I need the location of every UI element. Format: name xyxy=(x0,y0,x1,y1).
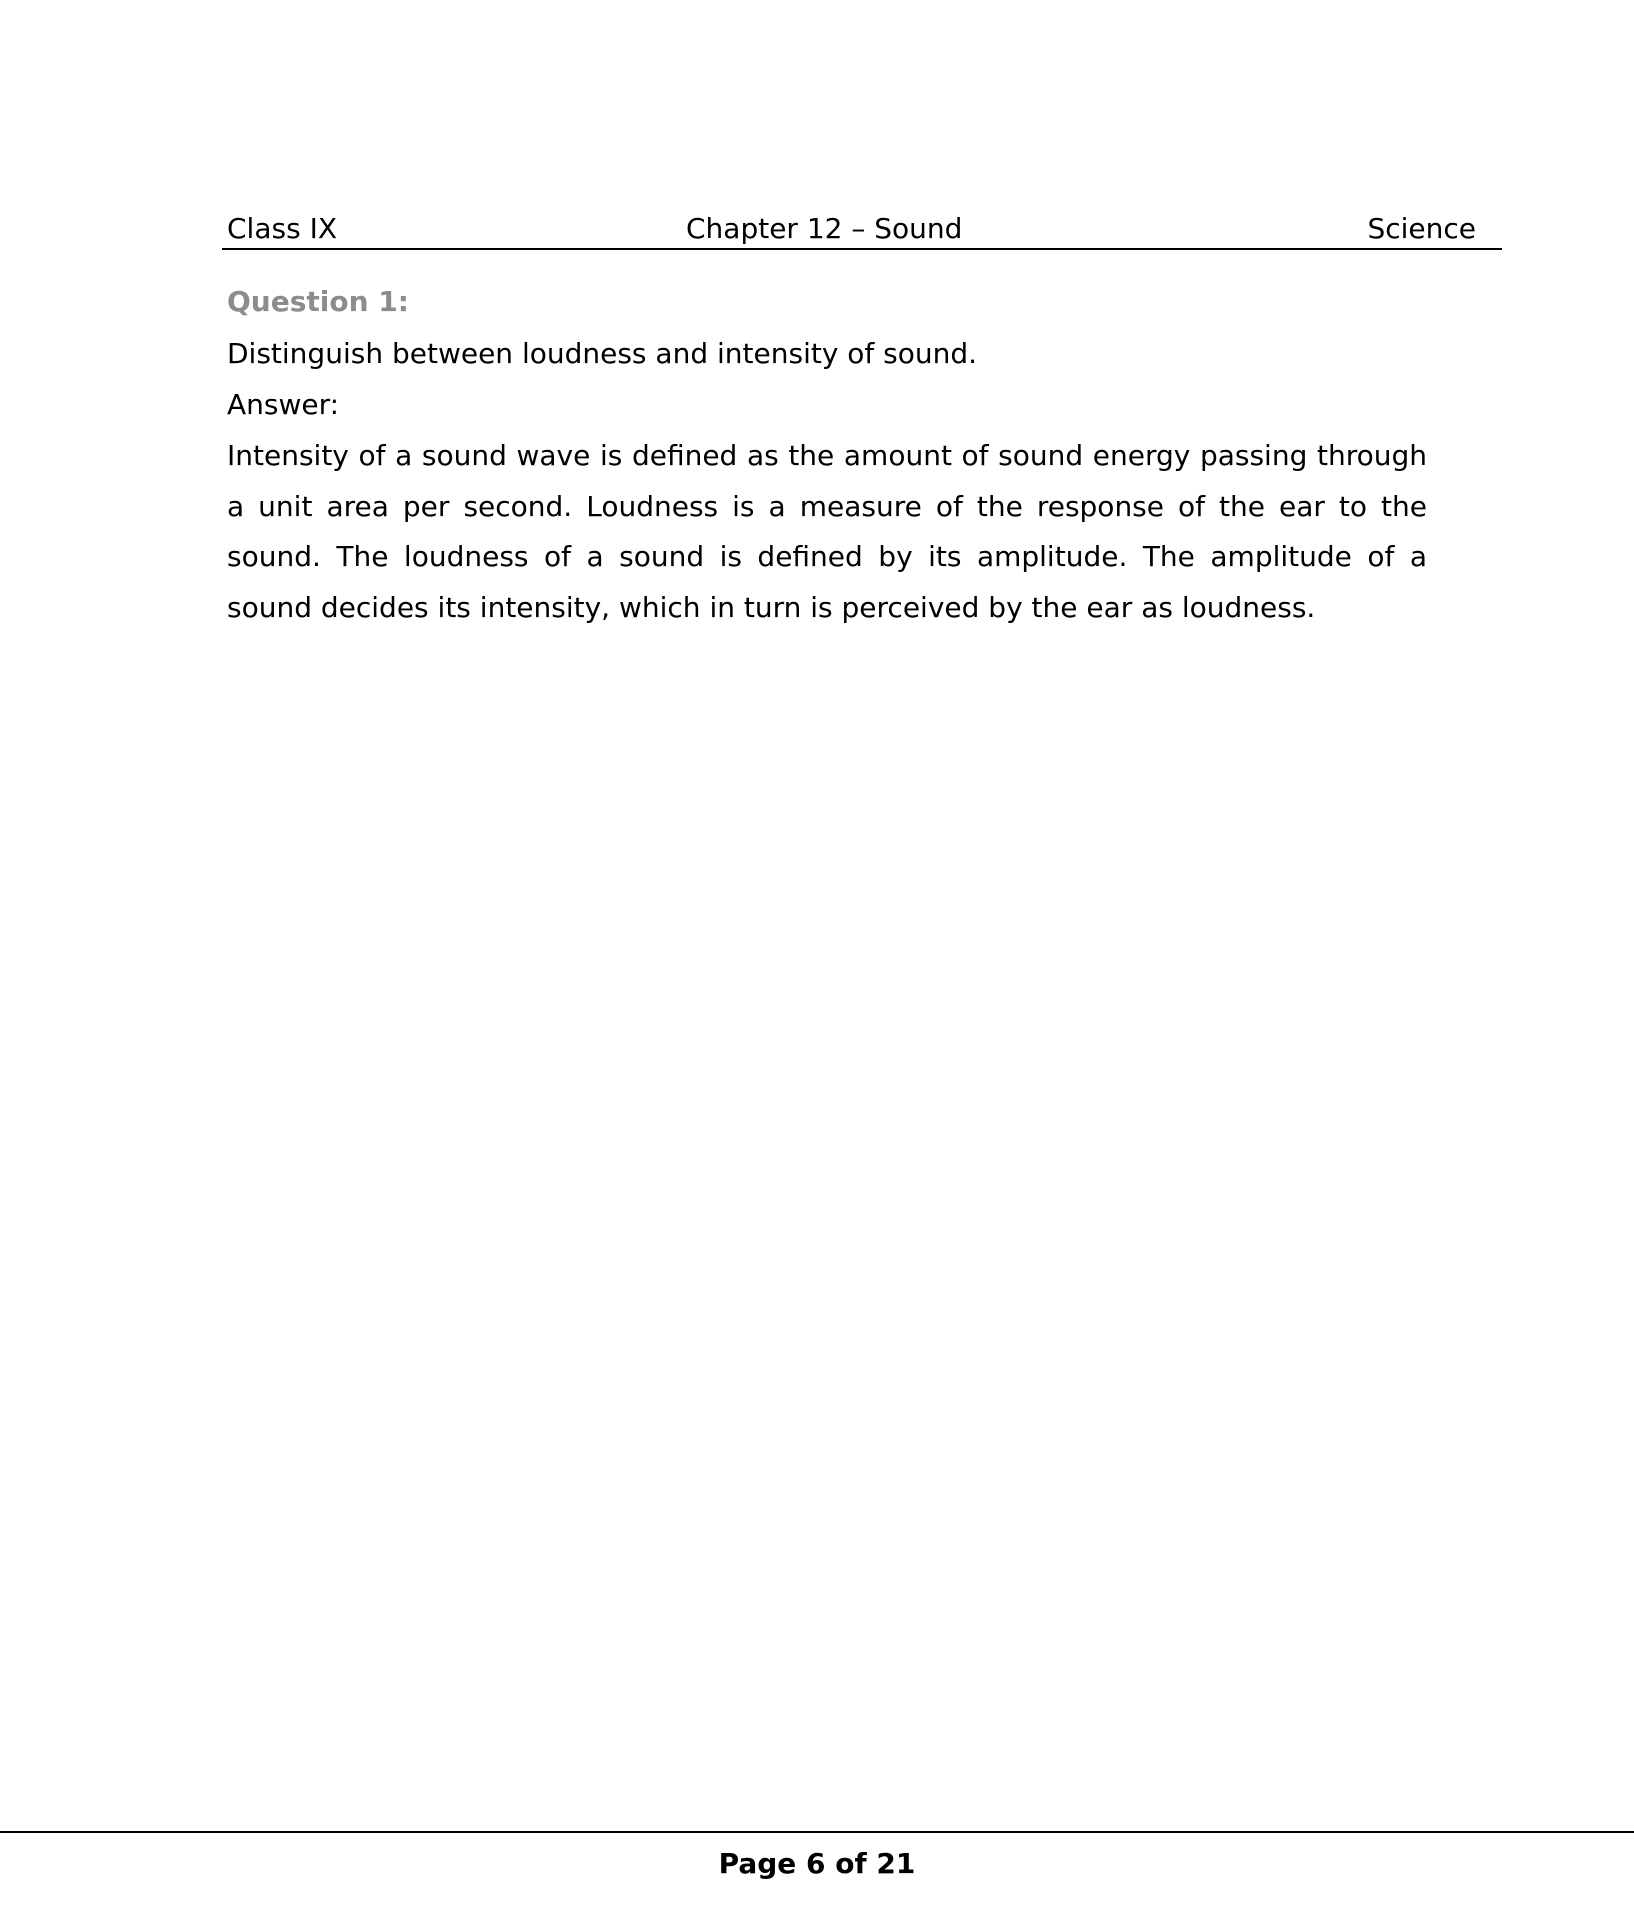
footer-divider xyxy=(0,1831,1634,1833)
question-block xyxy=(227,279,1427,633)
header-subject: Science xyxy=(1367,212,1476,245)
question-label: Question 1: xyxy=(227,285,409,318)
header-class: Class IX xyxy=(227,212,338,245)
answer-text: Intensity of a sound wave is defined as the amount of sound energy passing through a unit area per second. Loudness is a measure of the response of the ear to the sound. The loudness of a sound is defined by its amplitude. The amplitude of a sound decides its intensity, which in turn is perceived by the ear as loudness. xyxy=(227,439,1427,624)
header-chapter: Chapter 12 – Sound xyxy=(686,212,963,245)
question-text: Distinguish between loudness and intensity of sound. xyxy=(227,337,978,370)
answer-label: Answer: xyxy=(227,388,340,421)
page-header xyxy=(222,208,1502,250)
page-number: Page 6 of 21 xyxy=(718,1847,916,1880)
